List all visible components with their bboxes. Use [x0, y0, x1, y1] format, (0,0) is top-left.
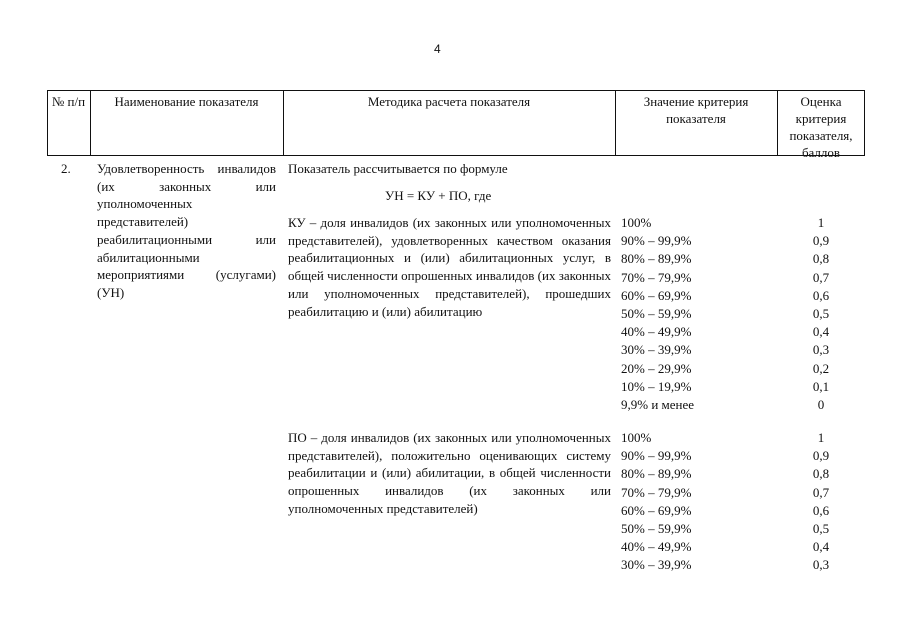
header-score: Оценка критерия показателя, баллов	[789, 94, 853, 160]
list-item: 1	[817, 430, 825, 445]
list-item: 60% – 69,9%	[621, 287, 692, 303]
list-item: 0,5	[812, 520, 830, 536]
list-item: 0,2	[812, 360, 830, 376]
list-item: 1	[817, 215, 825, 230]
page-number: 4	[434, 42, 441, 56]
po-definition: ПО – доля инвалидов (их законных или уполномоченных представителей), положительно оценивающих систему реабилитации и (или) абилитации, в общей численности опрошенных инвалидов (их законных или уполномоченных представителей)	[288, 430, 611, 516]
header-number: № п/п	[51, 94, 86, 109]
list-item: 0,6	[812, 287, 830, 303]
list-item: 100%	[621, 430, 652, 445]
list-item: 0,9	[812, 233, 830, 249]
po-values-list	[621, 429, 691, 575]
list-item: 30% – 39,9%	[621, 557, 692, 573]
list-item: 0,4	[812, 324, 830, 340]
list-item: 70% – 79,9%	[621, 269, 692, 285]
list-item: 0,8	[812, 251, 830, 267]
list-item: 40% – 49,9%	[621, 324, 692, 340]
ku-definition: КУ – доля инвалидов (их законных или уполномоченных представителей), удовлетворенных качеством оказания реабилитационных и (или) абилитационных услуг, в общей численности опрошенных инвалидов (их законных или уполномоченных представителей), прошедших реабилитацию и (или) абилитацию	[288, 215, 611, 319]
header-indicator-name: Наименование показателя	[114, 94, 259, 109]
list-item: 0,1	[812, 378, 830, 394]
list-item: 0,9	[812, 448, 830, 464]
ku-values-list	[621, 214, 694, 414]
list-item: 90% – 99,9%	[621, 233, 692, 249]
ku-scores-list	[791, 214, 851, 414]
list-item: 10% – 19,9%	[621, 378, 692, 394]
list-item: 0,5	[812, 305, 830, 321]
list-item: 0,7	[812, 484, 830, 500]
list-item: 0,7	[812, 269, 830, 285]
list-item: 90% – 99,9%	[621, 448, 692, 464]
list-item: 50% – 59,9%	[621, 520, 692, 536]
list-item: 60% – 69,9%	[621, 502, 692, 518]
list-item: 0	[817, 396, 825, 412]
header-criterion-value: Значение критерия показателя	[643, 94, 749, 126]
header-method: Методика расчета показателя	[367, 94, 531, 109]
list-item: 40% – 49,9%	[621, 539, 692, 555]
column-divider	[615, 90, 616, 156]
list-item: 0,4	[812, 539, 830, 555]
list-item: 9,9% и менее	[621, 396, 695, 412]
list-item: 0,6	[812, 502, 830, 518]
list-item: 100%	[621, 215, 652, 230]
list-item: 0,8	[812, 466, 830, 482]
list-item: 80% – 89,9%	[621, 466, 692, 482]
po-scores-list	[791, 429, 851, 575]
formula: УН = КУ + ПО, где	[385, 188, 492, 203]
list-item: 0,3	[812, 342, 830, 358]
list-item: 50% – 59,9%	[621, 305, 692, 321]
list-item: 0,3	[812, 557, 830, 573]
list-item: 80% – 89,9%	[621, 251, 692, 267]
list-item: 30% – 39,9%	[621, 342, 692, 358]
indicator-name: Удовлетворенность инвалидов (их законных или уполномоченных представителей) реабилитационными или абилитационными мероприятиями (услугами) (УН)	[97, 161, 276, 300]
row-number: 2.	[61, 161, 71, 176]
column-divider	[777, 90, 778, 156]
formula-intro: Показатель рассчитывается по формуле	[288, 161, 508, 176]
list-item: 20% – 29,9%	[621, 360, 692, 376]
list-item: 70% – 79,9%	[621, 484, 692, 500]
